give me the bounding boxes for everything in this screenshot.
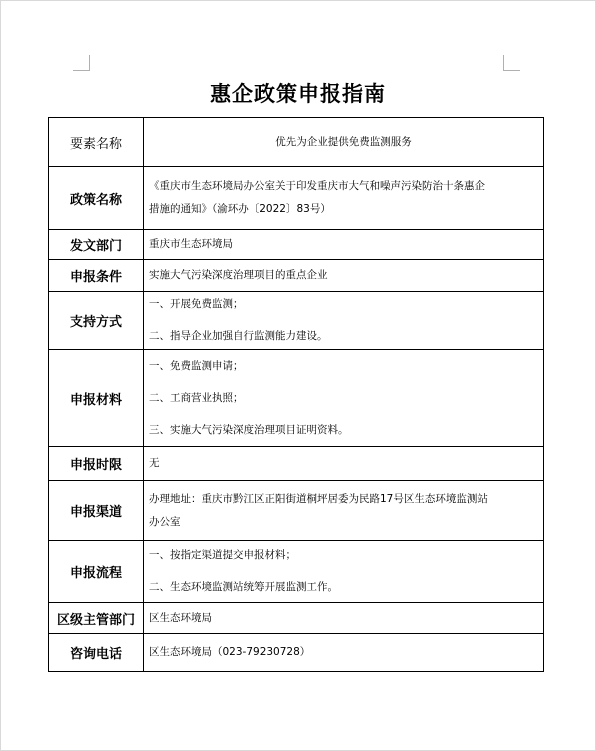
value-line: 一、免费监测申请； <box>149 359 244 372</box>
row-key: 发文部门 <box>49 230 144 260</box>
row-value <box>144 541 544 603</box>
value-line: 区生态环境局（023-79230728） <box>149 646 311 658</box>
table-row <box>49 481 544 541</box>
row-key: 申报时限 <box>49 447 144 481</box>
value-line: 办公室 <box>149 515 181 528</box>
row-value <box>144 447 544 481</box>
value-line: 三、实施大气污染深度治理项目证明资料。 <box>149 423 349 436</box>
row-key: 申报渠道 <box>49 481 144 541</box>
row-key: 申报流程 <box>49 541 144 603</box>
table-row <box>49 260 544 292</box>
header-value-cell: 优先为企业提供免费监测服务 <box>144 118 544 167</box>
policy-table <box>48 117 544 672</box>
crop-mark-top-right <box>503 55 504 70</box>
table-row <box>49 447 544 481</box>
row-key: 申报条件 <box>49 260 144 292</box>
table-row <box>49 292 544 350</box>
table-row <box>49 634 544 672</box>
value-line: 无 <box>149 457 160 469</box>
row-key: 区级主管部门 <box>49 603 144 634</box>
value-line: 二、指导企业加强自行监测能力建设。 <box>149 330 328 342</box>
row-value <box>144 292 544 350</box>
value-line: 二、生态环境监测站统筹开展监测工作。 <box>149 581 338 593</box>
value-line: 实施大气污染深度治理项目的重点企业 <box>149 269 328 281</box>
value-line: 一、按指定渠道提交申报材料； <box>149 549 296 561</box>
row-value <box>144 481 544 541</box>
row-value <box>144 167 544 230</box>
row-key: 申报材料 <box>49 350 144 447</box>
table-row <box>49 541 544 603</box>
value-line: 重庆市生态环境局 <box>149 238 233 250</box>
value-line: 区生态环境局 <box>149 611 212 624</box>
row-value <box>144 230 544 260</box>
header-key-cell: 要素名称 <box>49 118 144 167</box>
value-line: 《重庆市生态环境局办公室关于印发重庆市大气和噪声污染防治十条惠企 <box>149 180 485 192</box>
row-value <box>144 603 544 634</box>
crop-mark-top-left <box>73 70 90 71</box>
table-header-row <box>49 118 544 167</box>
value-line: 二、工商营业执照； <box>149 391 244 404</box>
row-key: 支持方式 <box>49 292 144 350</box>
row-value <box>144 634 544 672</box>
value-line: 办理地址：重庆市黔江区正阳街道桐坪居委为民路17号区生态环境监测站 <box>149 492 488 505</box>
value-line: 一、开展免费监测； <box>149 298 244 310</box>
table-row <box>49 230 544 260</box>
table-row <box>49 350 544 447</box>
crop-mark-top-right <box>503 70 520 71</box>
table-row <box>49 603 544 634</box>
table-row <box>49 167 544 230</box>
row-value <box>144 260 544 292</box>
crop-mark-top-left <box>89 55 90 70</box>
row-value <box>144 350 544 447</box>
document-title: 惠企政策申报指南 <box>210 81 386 106</box>
row-key: 咨询电话 <box>49 634 144 672</box>
value-line: 措施的通知》（渝环办〔2022〕83号） <box>149 203 331 215</box>
row-key: 政策名称 <box>49 167 144 230</box>
